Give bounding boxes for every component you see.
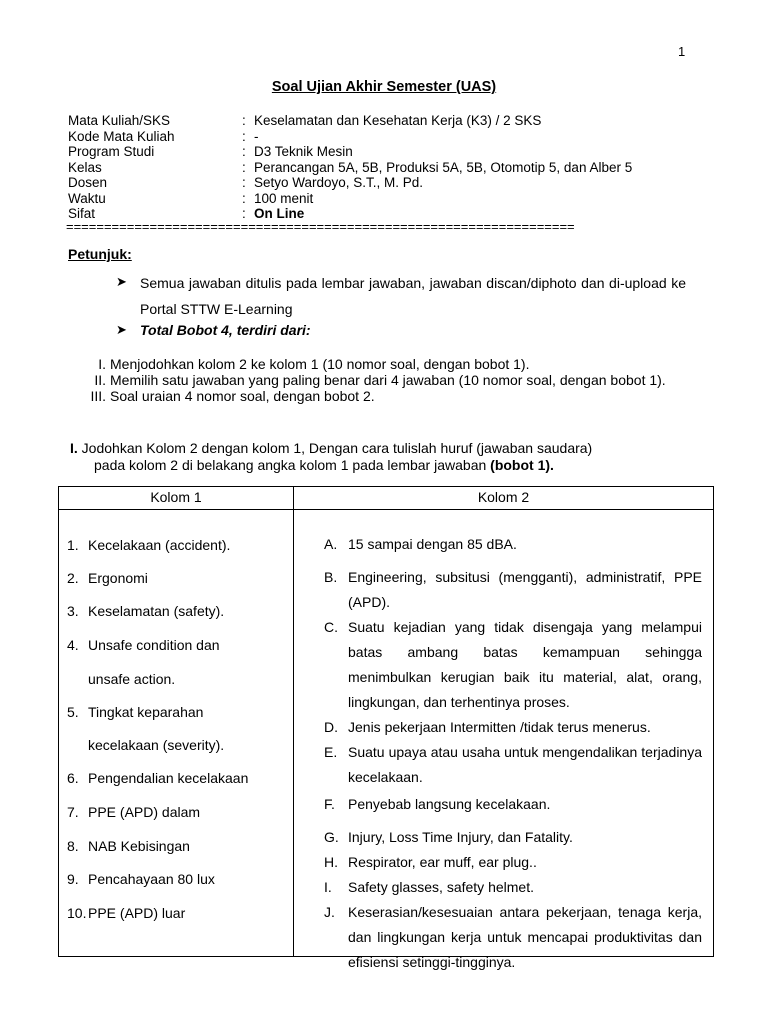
list-item: 5. Tingkat keparahan [67,704,204,720]
meta-row-nature: Sifat : On Line [68,206,305,221]
instructions-heading: Petunjuk: [68,246,132,262]
arrow-bullet-icon: ➤ [116,322,127,337]
page-number: 1 [678,44,686,59]
list-item: 6. Pengendalian kecelakaan [67,770,249,786]
matching-table [58,486,714,970]
exam-metadata [68,113,632,222]
page-title: Soal Ujian Akhir Semester (UAS) [271,79,497,95]
list-item: 10. PPE (APD) luar [67,905,186,921]
list-item: 9. Pencahayaan 80 lux [67,871,215,887]
list-item: 2. Ergonomi [67,570,148,586]
meta-row-code: Kode Mata Kuliah : - [68,128,259,144]
meta-row-class: Kelas : Perancangan 5A, 5B, Produksi 5A, 5B, Otomotip 5, dan Alber 5 [68,159,633,175]
separator-line: =================================================================== [66,219,575,234]
column-2-cell: A. 15 sampai dengan 85 dBA. B. Engineering, subsitusi (mengganti), administratif, PPE (APD). C. Suatu kejadian yang tidak disengaja yang melampui batas ambang batas kemampuan sehingga menimbulkan kerugian baik itu material, alat, orang, lingkungan, dan terhentinya proses. D. Jenis pekerjaan Intermitten /tidak terus menerus. E. Suatu upaya atau usaha untuk mengendalikan terjadinya kecelakaan. F. Penyebab langsung kecelakaan. G. Injury, Loss Time Injury, dan Fatality. H. Respirator, ear muff, ear plug.. I. Safety glasses, safety helmet. J. Keserasian/kesesuaian antara pekerjaan, tenaga kerja, dan lingkungan kerja untuk mencapai produktivitas dan efisiensi setinggi-tingginya. [294,510,714,957]
list-item: III. Soal uraian 4 nomor soal, dengan bobot 2. [90,388,375,404]
list-item: 4. Unsafe condition dan [67,637,220,653]
list-item: I. Menjodohkan kolom 2 ke kolom 1 (10 nomor soal, dengan bobot 1). [98,356,530,372]
column-1-cell [59,510,294,957]
meta-row-time: Waktu : 100 menit [68,190,314,206]
list-item: 1. Kecelakaan (accident). [67,537,231,553]
list-item: 8. NAB Kebisingan [67,838,190,854]
section-one-instructions: I. Jodohkan Kolom 2 dengan kolom 1, Dengan cara tulislah huruf (jawaban saudara) pada kolom 2 di belakang angka kolom 1 pada lembar jawaban (bobot 1). [70,440,593,473]
arrow-bullet-icon: ➤ [116,274,127,289]
column-header: Kolom 2 [294,487,714,510]
task-list [86,356,686,404]
list-item: unsafe action. [88,671,176,687]
meta-row-program: Program Studi : D3 Teknik Mesin [68,144,353,159]
list-item: II. Memilih satu jawaban yang paling benar dari 4 jawaban (10 nomor soal, dengan bobot 1). [94,372,666,388]
instruction-text: Semua jawaban ditulis pada lembar jawaban, jawaban discan/diphoto dan di-upload ke Portal STTW E-Learning [140,275,686,317]
meta-row-course: Mata Kuliah/SKS : Keselamatan dan Kesehatan Kerja (K3) / 2 SKS [68,113,542,128]
list-item: 3. Keselamatan (safety). [67,603,225,619]
meta-row-lecturer: Dosen : Setyo Wardoyo, S.T., M. Pd. [68,175,424,190]
list-item: 7. PPE (APD) dalam [67,804,201,820]
list-item: kecelakaan (severity). [88,737,225,753]
instruction-text: Total Bobot 4, terdiri dari: [140,322,311,338]
column-header: Kolom 1 [59,487,294,510]
